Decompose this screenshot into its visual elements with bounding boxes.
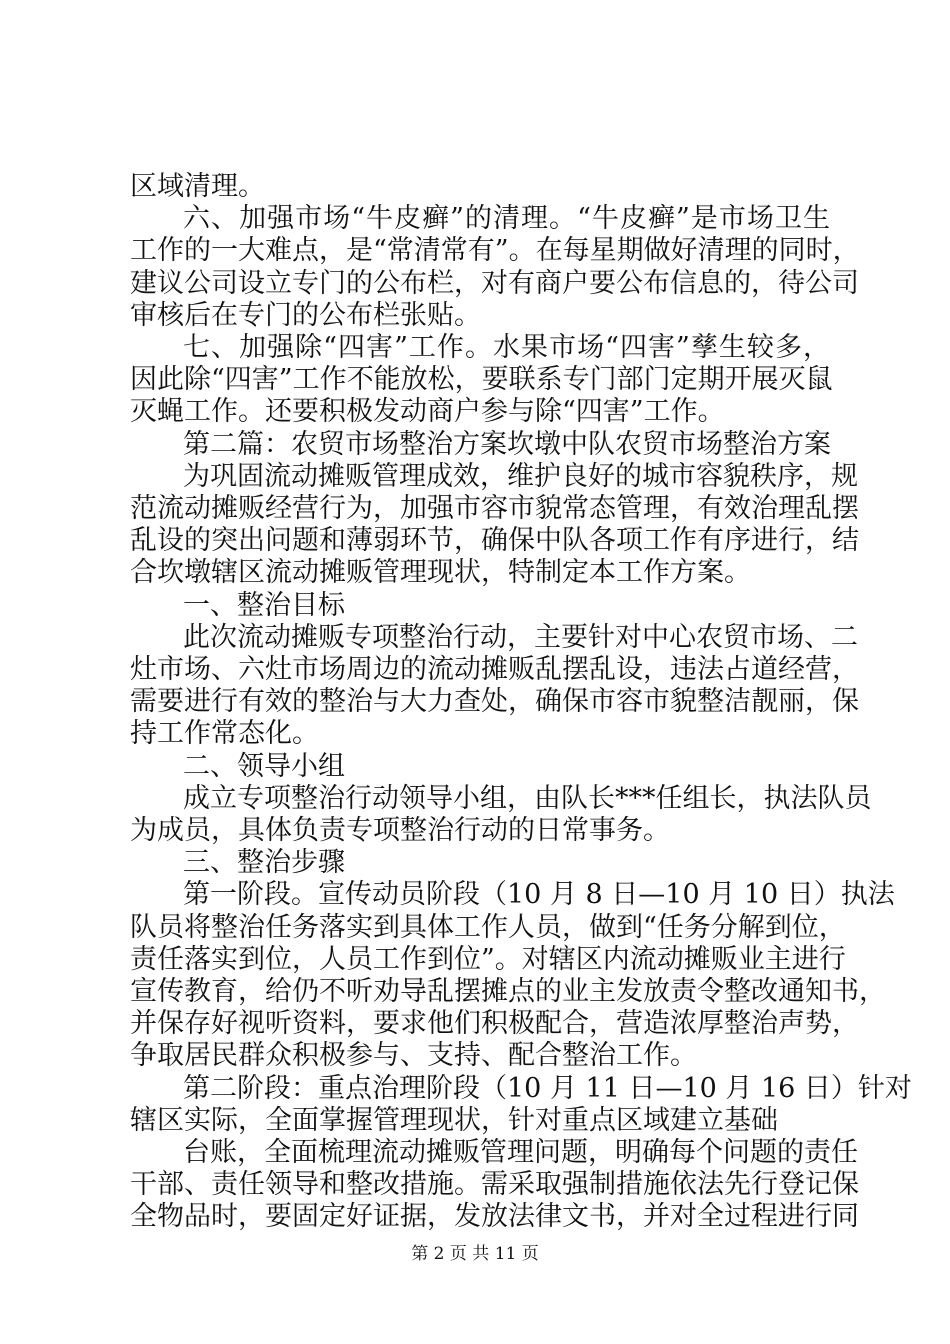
body-line: 干部、责任领导和整改措施。需采取强制措施依法先行登记保	[130, 1169, 859, 1200]
body-line: 争取居民群众积极参与、支持、配合整治工作。	[130, 1040, 697, 1071]
body-line: 审核后在专门的公布栏张贴。	[130, 300, 481, 331]
body-line: 七、加强除“四害”工作。水果市场“四害”孳生较多，	[183, 332, 830, 363]
body-line: 建议公司设立专门的公布栏，对有商户要公布信息的，待公司	[130, 268, 859, 299]
body-line: 队员将整治任务落实到具体工作人员，做到“任务分解到位，	[130, 912, 846, 943]
body-line: 灶市场、六灶市场周边的流动摊贩乱摆乱设，违法占道经营，	[130, 654, 859, 685]
body-line: 灭蝇工作。还要积极发动商户参与除“四害”工作。	[130, 396, 725, 427]
section-heading: 二、领导小组	[183, 751, 345, 782]
body-line: 为成员，具体负责专项整治行动的日常事务。	[130, 815, 670, 846]
body-line: 工作的一大难点，是“常清常有”。在每星期做好清理的同时，	[130, 235, 860, 266]
body-line: 全物品时，要固定好证据，发放法律文书，并对全过程进行同	[130, 1201, 859, 1232]
section-heading: 第二篇：农贸市场整治方案坎墩中队农贸市场整治方案	[183, 429, 831, 460]
section-heading: 三、整治步骤	[183, 847, 345, 878]
body-line: 六、加强市场“牛皮癣”的清理。“牛皮癣”是市场卫生	[183, 203, 830, 234]
body-line: 此次流动摊贩专项整治行动，主要针对中心农贸市场、二	[183, 622, 858, 653]
body-line: 乱设的突出问题和薄弱环节，确保中队各项工作有序进行，结	[130, 525, 859, 556]
body-line: 第二阶段：重点治理阶段（10 月 11 日—10 月 16 日）针对	[183, 1073, 912, 1104]
body-line: 合坎墩辖区流动摊贩管理现状，特制定本工作方案。	[130, 557, 751, 588]
body-line: 区域清理。	[130, 171, 265, 202]
section-heading: 一、整治目标	[183, 590, 345, 621]
body-line: 范流动摊贩经营行为，加强市容市貌常态管理，有效治理乱摆	[130, 493, 859, 524]
body-line: 因此除“四害”工作不能放松，要联系专门部门定期开展灭鼠	[130, 364, 833, 395]
body-line: 并保存好视听资料，要求他们积极配合，营造浓厚整治声势，	[130, 1008, 859, 1039]
body-line: 持工作常态化。	[130, 718, 319, 749]
body-line: 需要进行有效的整治与大力查处，确保市容市貌整洁靓丽，保	[130, 686, 859, 717]
body-line: 台账，全面梳理流动摊贩管理问题，明确每个问题的责任	[183, 1137, 858, 1168]
body-line: 宣传教育，给仍不听劝导乱摆摊点的业主发放责令整改通知书，	[130, 976, 886, 1007]
body-line: 第一阶段。宣传动员阶段（10 月 8 日—10 月 10 日）执法	[183, 879, 895, 910]
body-line: 责任落实到位，人员工作到位”。对辖区内流动摊贩业主进行	[130, 944, 846, 975]
page-footer: 第 2 页 共 11 页	[411, 1244, 539, 1264]
body-line: 成立专项整治行动领导小组，由队长***任组长，执法队员	[183, 783, 872, 814]
body-line: 辖区实际，全面掌握管理现状，针对重点区域建立基础	[130, 1105, 778, 1136]
body-line: 为巩固流动摊贩管理成效，维护良好的城市容貌秩序，规	[183, 461, 858, 492]
